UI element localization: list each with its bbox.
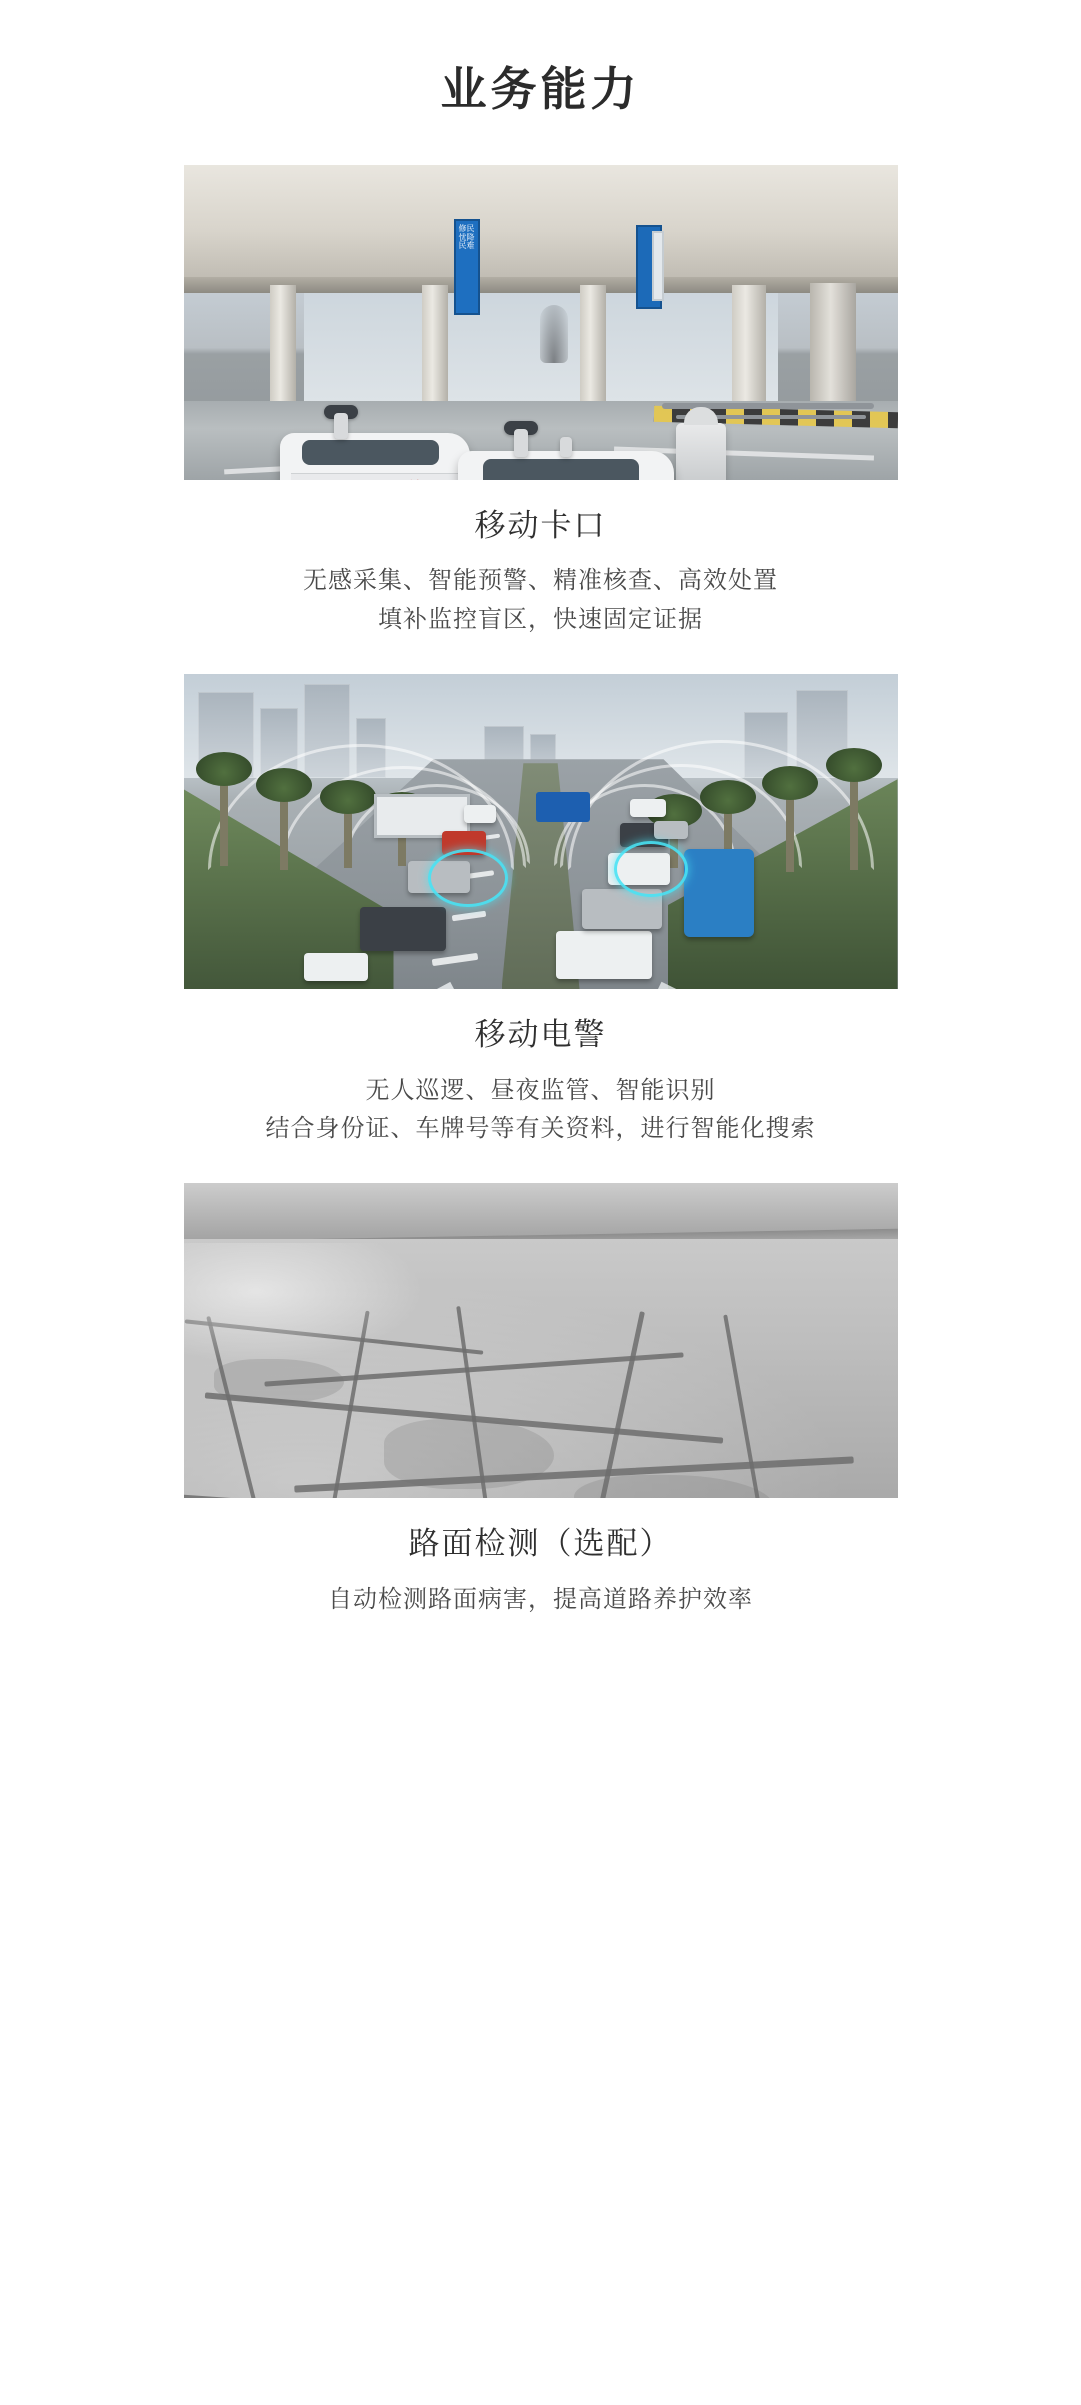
vehicle — [464, 805, 496, 823]
pavement-crack — [294, 1457, 854, 1493]
caption-line: 自动检测路面病害，提高道路养护效率 — [328, 1585, 753, 1613]
vertical-banner-white — [652, 231, 664, 301]
caption-title: 路面检测（选配） — [408, 1526, 673, 1562]
capability-section-mobile-checkpoint — [0, 165, 1081, 674]
toll-canopy — [184, 165, 898, 285]
palm-tree — [850, 766, 858, 870]
sensor-mast — [514, 429, 528, 457]
vehicle — [304, 953, 368, 981]
sensor-mast — [334, 413, 348, 439]
palm-tree — [344, 798, 352, 868]
blue-road-sign — [536, 792, 590, 822]
vehicle — [630, 799, 666, 817]
caption-line: 填补监控盲区，快速固定证据 — [378, 606, 703, 634]
mobile-checkpoint-photo — [184, 165, 898, 480]
vehicle — [360, 907, 446, 951]
caption-lines — [266, 1072, 816, 1150]
vehicle-detection-highlight — [428, 849, 508, 907]
smoke-plume — [540, 305, 568, 363]
palm-tree — [786, 784, 794, 872]
mobile-traffic-police-photo — [184, 674, 898, 989]
caption-line: 无感采集、智能预警、精准核查、高效处置 — [303, 567, 778, 595]
caption-title: 移动卡口 — [474, 508, 607, 544]
banner-text: 修民忧降民难 — [458, 224, 475, 250]
vehicle-detection-highlight — [614, 841, 688, 897]
patrol-vehicle — [280, 433, 470, 480]
light-glare — [184, 1243, 424, 1363]
pavement-crack — [723, 1315, 769, 1499]
capability-section-road-surface-detection — [0, 1183, 1081, 1653]
vehicle — [654, 821, 688, 839]
caption-line: 无人巡逻、昼夜监管、智能识别 — [365, 1076, 716, 1104]
caption-line: 结合身份证、车牌号等有关资料，进行智能化搜索 — [265, 1115, 816, 1143]
vehicle — [556, 931, 652, 979]
sensor-mast — [560, 437, 572, 457]
caption-lines — [328, 1581, 753, 1620]
vehicle-windshield — [483, 459, 639, 480]
capability-section-mobile-traffic-police — [0, 674, 1081, 1183]
road-surface-detection-photo — [184, 1183, 898, 1498]
toll-booth — [676, 423, 726, 480]
page-title: 业务能力 — [440, 63, 641, 115]
vehicle-windshield — [302, 440, 439, 465]
caption-title: 移动电警 — [474, 1017, 607, 1053]
palm-tree — [280, 786, 288, 870]
palm-tree — [220, 770, 228, 866]
bus — [684, 849, 754, 937]
caption-lines — [303, 562, 778, 640]
